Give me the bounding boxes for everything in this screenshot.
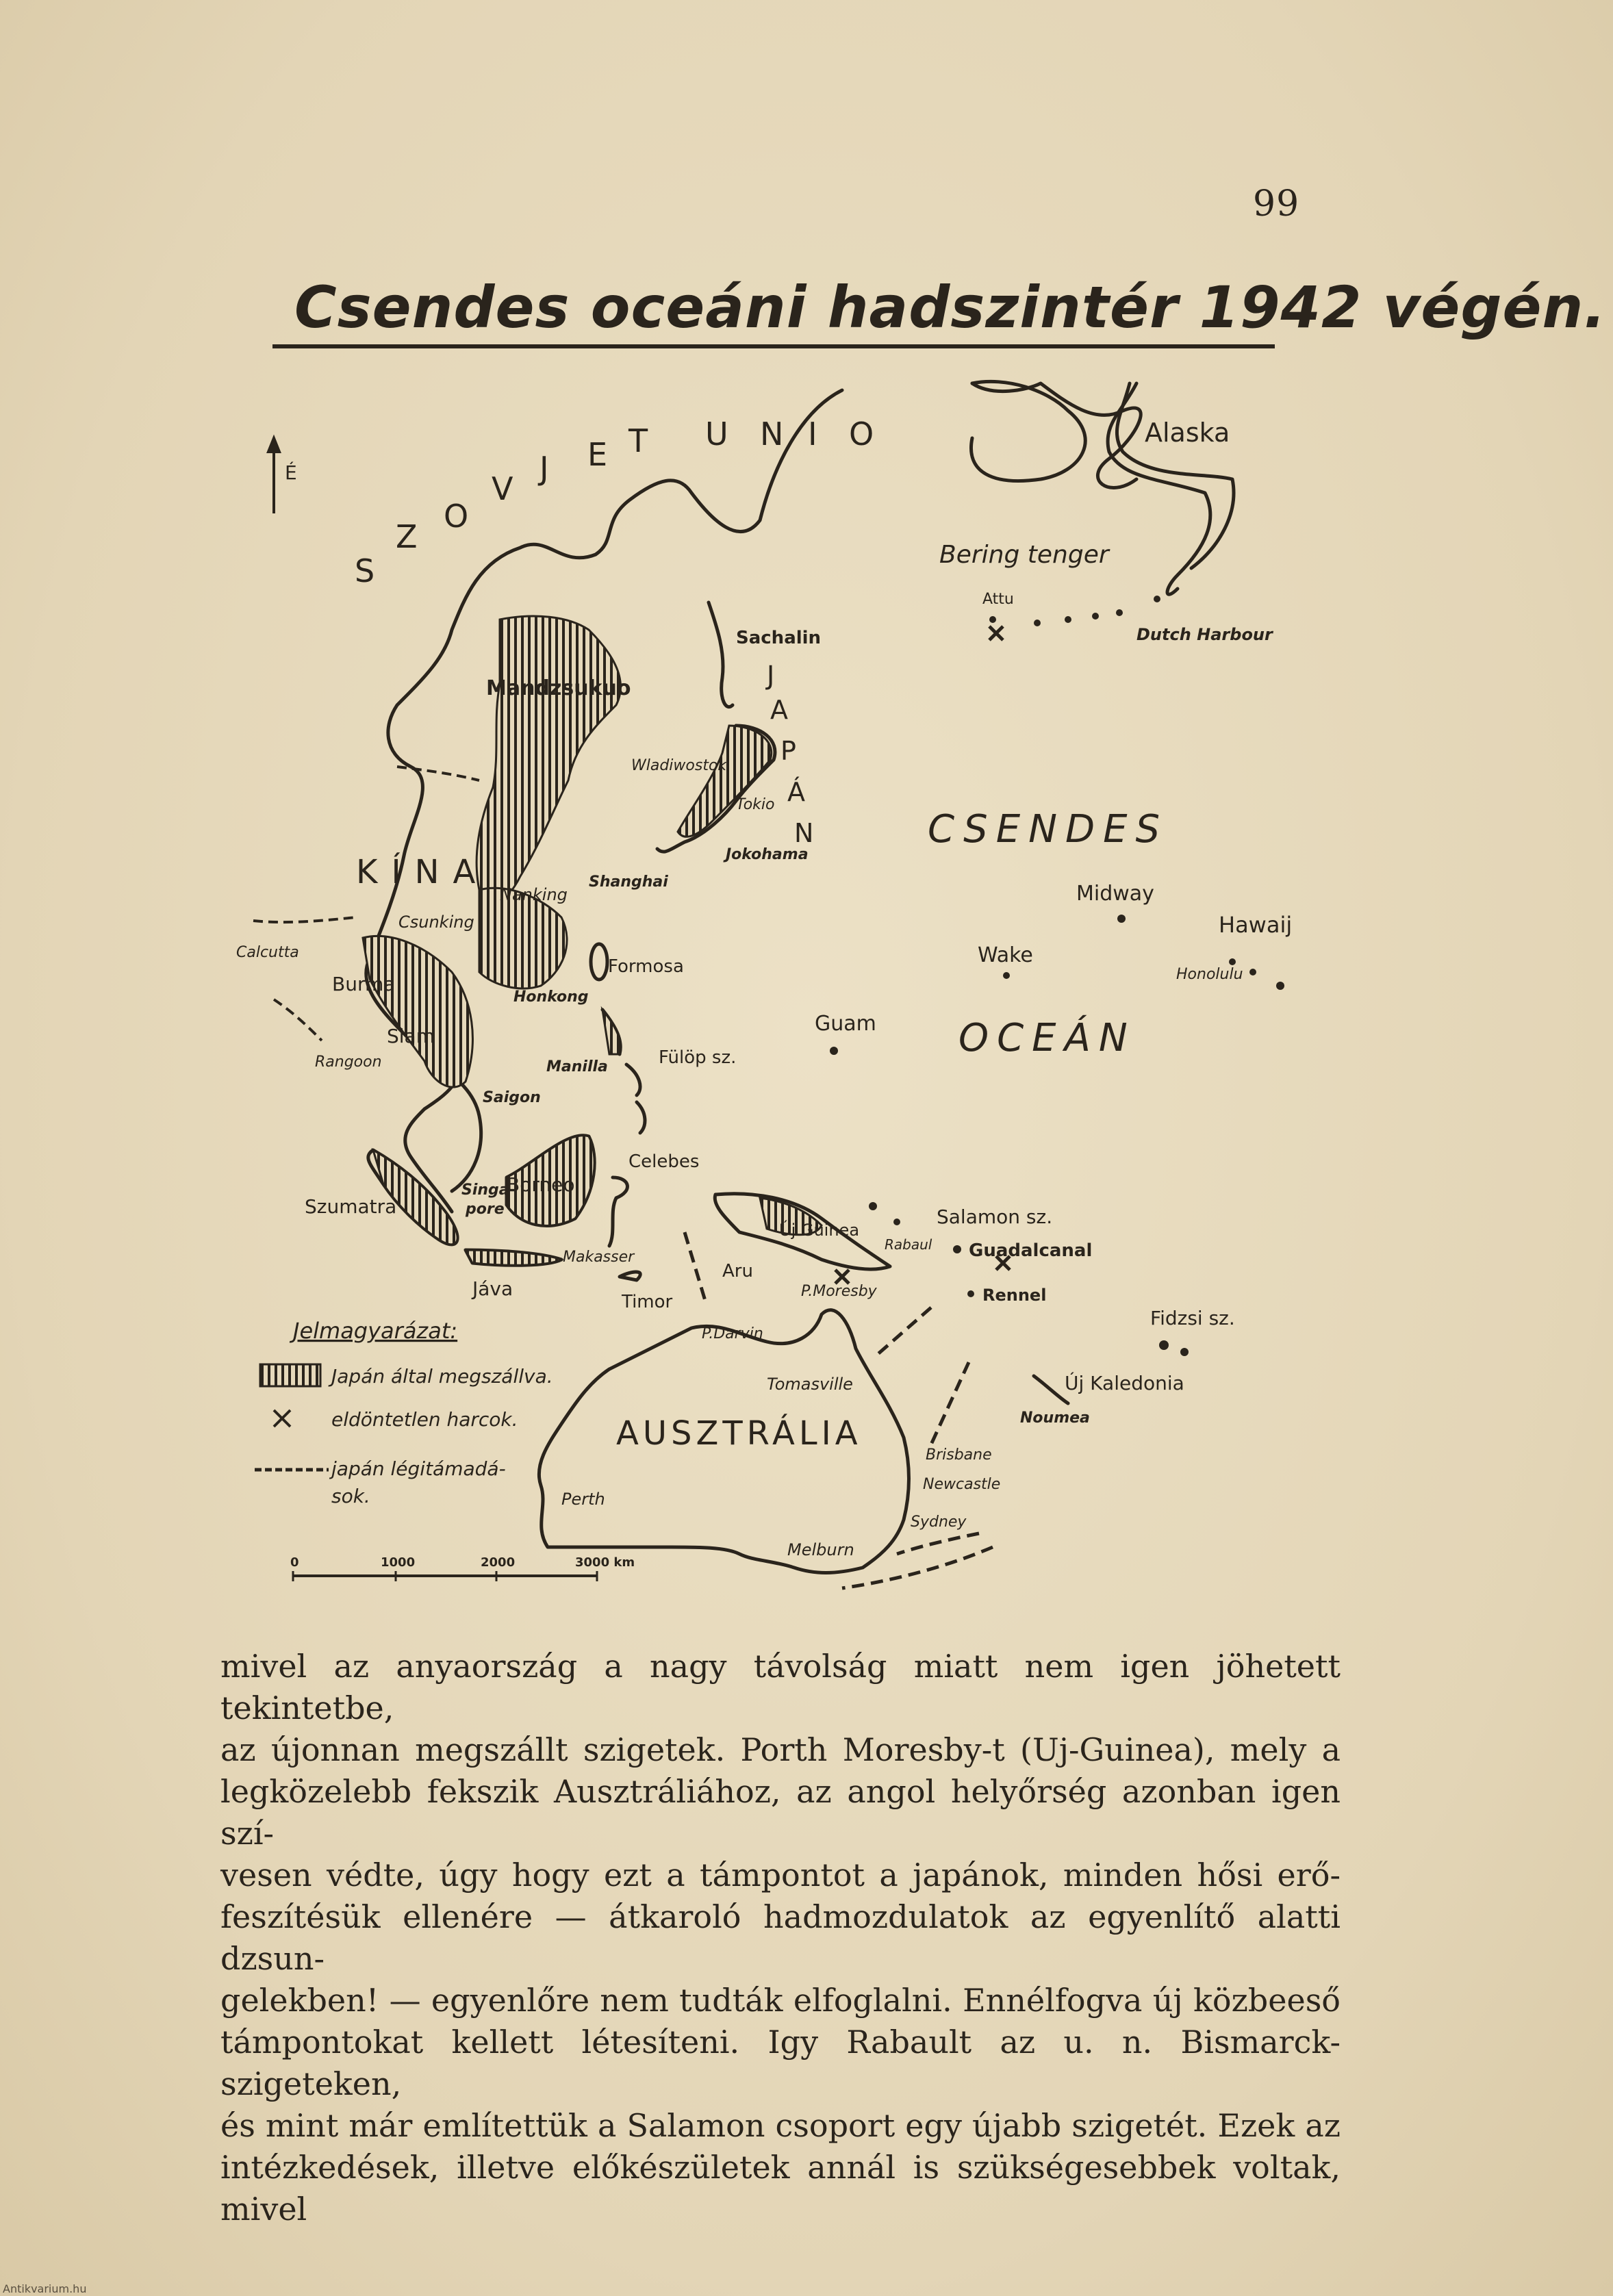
ocean-label-2: OCEÁN	[958, 1016, 1136, 1060]
label-wladiwostok: Wladiwostok	[631, 757, 727, 774]
label-salamon: Salamon sz.	[937, 1206, 1053, 1228]
label-csunking: Csunking	[398, 913, 474, 932]
wake-dot	[1003, 972, 1010, 979]
fidzsi-dot-2	[1180, 1348, 1189, 1356]
scale-bar	[290, 1555, 635, 1581]
label-sydney: Sydney	[911, 1514, 967, 1531]
label-fulop: Fülöp sz.	[659, 1047, 737, 1068]
legend-air-1: japán légitámadá-	[331, 1457, 506, 1480]
scale-2000: 2000	[481, 1555, 516, 1570]
soviet-letter-3: V	[492, 470, 513, 507]
japan-letter-1: A	[770, 695, 788, 725]
label-java: Jáva	[472, 1277, 513, 1300]
label-burma: Burma	[332, 973, 396, 995]
label-nanking: Nanking	[500, 885, 568, 904]
battle-marker-moresby	[835, 1270, 849, 1284]
label-jokohama: Jokohama	[726, 846, 809, 863]
label-formosa: Formosa	[608, 956, 684, 977]
label-makasser: Makasser	[563, 1249, 635, 1266]
label-honolulu: Honolulu	[1176, 966, 1243, 983]
occupied-java	[466, 1250, 561, 1265]
body-line-7: támpontokat kellett létesíteni. Igy Rabault az u. n. Bismarck-szigeteken,	[220, 2024, 1341, 2102]
scale-0: 0	[290, 1555, 299, 1570]
salamon-dot-2	[893, 1219, 900, 1225]
label-midway: Midway	[1076, 882, 1154, 906]
air-raid-arrow-4	[897, 1533, 979, 1554]
page-number: 99	[1253, 183, 1300, 225]
scale-3000: 3000 km	[575, 1555, 635, 1570]
soviet-letter-4: J	[539, 450, 549, 487]
legend-battle-icon	[274, 1410, 290, 1427]
label-noumea: Noumea	[1020, 1410, 1090, 1427]
label-fidzsi: Fidzsi sz.	[1150, 1307, 1235, 1329]
japan-letter-2: P	[780, 736, 796, 766]
china-border	[253, 917, 356, 922]
label-hawaii: Hawaij	[1219, 912, 1293, 938]
air-raid-arrow-5	[685, 1232, 705, 1301]
label-alaska: Alaska	[1145, 418, 1230, 448]
label-wake: Wake	[978, 943, 1033, 967]
india-border	[274, 999, 322, 1041]
label-timor: Timor	[622, 1292, 673, 1312]
legend-title: Jelmagyarázat:	[293, 1318, 458, 1344]
aleutian-dot-1	[1034, 620, 1041, 626]
japan-letter-0: J	[767, 661, 775, 691]
label-borneo: Borneo	[507, 1173, 575, 1196]
aleutian-dot-3	[1092, 613, 1099, 620]
soviet-letter-9: I	[808, 416, 817, 452]
air-raid-arrow-2	[931, 1362, 969, 1444]
label-uj-guinea: Új Guinea	[779, 1221, 860, 1240]
label-rabaul: Rabaul	[885, 1236, 932, 1253]
label-newcastle: Newcastle	[923, 1476, 1001, 1493]
legend-battles: eldöntetlen harcok.	[331, 1408, 518, 1431]
pacific-theater-map	[233, 363, 1301, 1609]
soviet-letter-10: O	[849, 416, 874, 452]
label-singapore-2: pore	[466, 1201, 505, 1218]
sachalin-outline	[709, 602, 733, 707]
soviet-letter-0: S	[355, 552, 375, 589]
label-tomasville: Tomasville	[767, 1375, 853, 1394]
body-line-5: feszítésük ellenére — átkaroló hadmozdulatok az egyenlítő alatti dzsun-	[220, 1898, 1341, 1977]
soviet-letter-6: T	[628, 422, 648, 459]
legend-hatch-swatch	[260, 1364, 320, 1386]
label-calcutta: Calcutta	[236, 944, 299, 961]
manchuria-border	[397, 767, 479, 780]
guadalcanal-dot	[953, 1245, 961, 1253]
label-dutch-harbour: Dutch Harbour	[1136, 625, 1273, 644]
north-label: É	[285, 461, 297, 484]
label-attu: Attu	[982, 591, 1014, 608]
body-line-6: gelekben! — egyenlőre nem tudták elfoglalni. Ennélfogva új közbeeső	[220, 1982, 1341, 2019]
aleutian-dot-5	[1154, 596, 1160, 602]
label-brisbane: Brisbane	[926, 1446, 992, 1464]
celebes-outline	[609, 1177, 627, 1246]
label-rennel: Rennel	[982, 1286, 1047, 1305]
body-line-4: vesen védte, úgy hogy ezt a támpontot a japánok, minden hősi erő-	[220, 1857, 1341, 1893]
label-perth: Perth	[561, 1490, 605, 1509]
air-raid-arrow-1	[876, 1308, 931, 1355]
midway-dot	[1117, 915, 1126, 923]
map-title: Csendes oceáni hadszintér 1942 végén.	[294, 274, 1607, 341]
honolulu-dot-1	[1229, 958, 1236, 965]
soviet-letter-8: N	[760, 416, 784, 452]
label-mandzsukuo: Mandzsukuo	[486, 676, 631, 700]
label-p-moresby: P.Moresby	[801, 1283, 877, 1300]
body-line-1: mivel az anyaország a nagy távolság miatt nem igen jöhetett tekintetbe,	[220, 1648, 1341, 1726]
label-melburn: Melburn	[787, 1540, 854, 1559]
label-szumatra: Szumatra	[305, 1195, 397, 1218]
label-aru: Aru	[722, 1261, 753, 1281]
body-paragraph	[220, 1646, 1341, 2230]
legend-occupied: Japán által megszállva.	[331, 1365, 553, 1388]
fidzsi-dot-1	[1159, 1340, 1169, 1350]
honolulu-dot-2	[1249, 969, 1256, 975]
label-p-darvin: P.Darvin	[702, 1325, 763, 1342]
aleutian-dot-4	[1116, 609, 1123, 616]
timor-outline	[620, 1272, 640, 1280]
label-bering: Bering tenger	[939, 541, 1109, 569]
label-shanghai: Shanghai	[589, 873, 668, 891]
soviet-letter-5: E	[587, 436, 608, 473]
source-watermark: Antikvarium.hu	[3, 2282, 87, 2295]
alaska-edge	[1117, 383, 1233, 568]
occupied-japan	[678, 726, 772, 837]
soviet-letter-1: Z	[396, 518, 418, 555]
body-line-3: legközelebb fekszik Ausztráliához, az angol helyőrség azonban igen szí-	[220, 1773, 1341, 1852]
ocean-label-1: CSENDES	[928, 807, 1169, 852]
new-caledonia-outline	[1034, 1376, 1068, 1403]
label-tokio: Tokio	[736, 796, 775, 813]
alaska-coast-east	[1108, 383, 1210, 594]
body-line-2: az újonnan megszállt szigetek. Porth Moresby-t (Uj-Guinea), mely a	[220, 1731, 1341, 1768]
label-uj-kaledonia: Új Kaledonia	[1065, 1372, 1184, 1394]
label-manilla: Manilla	[546, 1058, 608, 1075]
alaska-coast	[971, 381, 1085, 481]
label-guadalcanal: Guadalcanal	[969, 1240, 1093, 1261]
honolulu-dot-3	[1276, 982, 1284, 990]
label-celebes: Celebes	[628, 1151, 700, 1172]
legend-air-2: sok.	[331, 1485, 370, 1507]
formosa-outline	[591, 944, 607, 980]
label-saigon: Saigon	[483, 1089, 541, 1106]
body-line-9: intézkedések, illetve előkészületek annál is szükségesebbek voltak, mivel	[220, 2149, 1341, 2228]
australia-label: AUSZTRÁLIA	[616, 1414, 862, 1453]
label-honkong: Honkong	[513, 988, 589, 1006]
china-label: KÍNA	[356, 853, 490, 891]
rennel-dot	[967, 1290, 974, 1297]
japan-letter-3: Á	[787, 777, 805, 807]
soviet-letter-7: U	[705, 416, 728, 452]
scale-1000: 1000	[381, 1555, 416, 1570]
label-sachalin: Sachalin	[736, 628, 822, 648]
label-rangoon: Rangoon	[315, 1054, 382, 1071]
occupied-manchuria	[477, 616, 620, 905]
japan-letter-4: N	[794, 818, 814, 848]
occupied-philippines	[602, 1010, 620, 1054]
guam-dot	[830, 1047, 838, 1055]
body-line-8: és mint már említettük a Salamon csoport egy újabb szigetét. Ezek az	[220, 2107, 1341, 2144]
title-underline	[272, 344, 1275, 348]
soviet-letter-2: O	[444, 498, 469, 535]
salamon-dot-1	[869, 1202, 877, 1210]
label-guam: Guam	[815, 1012, 876, 1036]
aleutian-dot-2	[1065, 616, 1071, 623]
label-singapore-1: Singa-	[461, 1182, 516, 1199]
battle-marker-attu	[989, 626, 1003, 640]
label-siam: Siam	[387, 1025, 435, 1047]
attu-dot	[989, 616, 996, 623]
